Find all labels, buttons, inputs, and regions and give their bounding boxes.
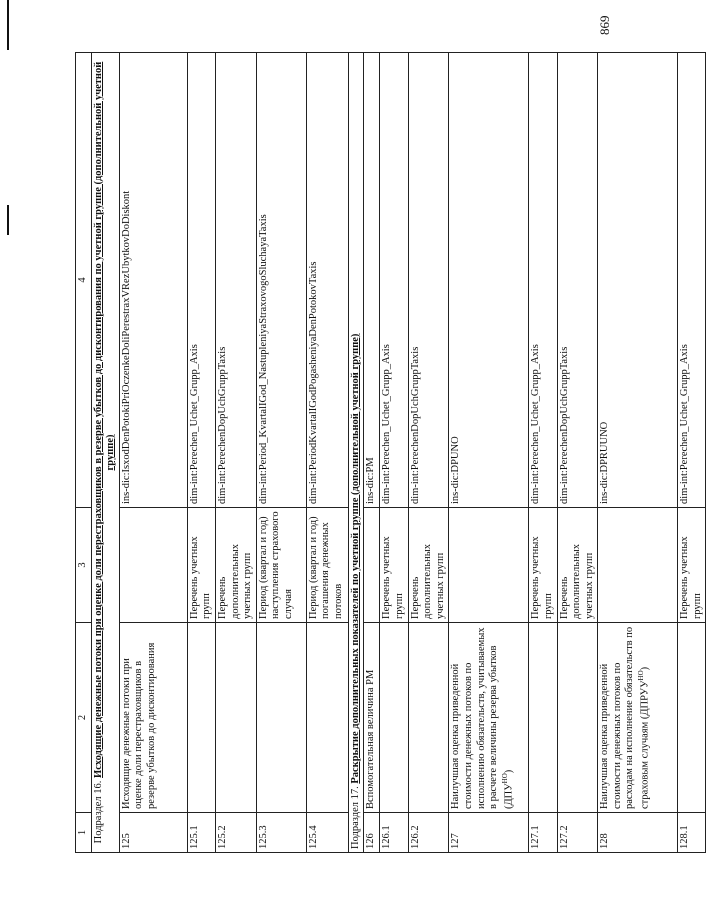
column-header: 2 [76,623,92,813]
scan-edge-mark-top [7,0,9,50]
cell-code: ins-dic:DPUNO [449,53,529,508]
cell-dim: Перечень учетных групп [529,508,557,623]
column-header: 1 [76,813,92,853]
scan-edge-mark-middle [7,205,9,235]
cell-code: dim-int:Perechen_Uchet_Grupp_Axis [380,53,408,508]
cell-num: 125.4 [306,813,348,853]
cell-dim: Перечень дополнительных учетных групп [557,508,598,623]
cell-name: Вспомогательная величина РМ [364,623,380,813]
cell-dim: Перечень учетных групп [380,508,408,623]
table-row [256,53,306,853]
cell-code: dim-int:Perechen_Uchet_Grupp_Axis [187,53,215,508]
cell-code: dim-int:PerechenDopUchGruppTaxis [215,53,256,508]
cell-code: dim-int:PerechenDopUchGruppTaxis [557,53,598,508]
cell-code: dim-int:Perechen_Uchet_Grupp_Axis [529,53,557,508]
cell-code: ins-dic:IsxodDenPotokiPriOczenkeDoliPerestraxVRezUbytkovDoDiskont [119,53,187,508]
indicator-name-tail: ) [503,769,515,774]
cell-code: ins-dic:PM [364,53,380,508]
indicator-name-tail: ) [639,666,651,671]
table-row [598,53,678,853]
cell-num: 126.2 [408,813,449,853]
cell-name [187,623,215,813]
section-16-header [91,53,119,853]
cell-num: 128.1 [678,813,706,853]
cell-name [380,623,408,813]
column-header: 4 [76,53,92,508]
cell-name [256,623,306,813]
table-row [380,53,408,853]
cell-code: ins-dic:DPRUUNO [598,53,678,508]
section-16-rows [119,53,348,853]
cell-num: 125.3 [256,813,306,853]
table-row [449,53,529,853]
cell-code: dim-int:Period_KvartalIGod_NastupleniyaStraxovogoSluchayaTaxis [256,53,306,508]
column-header-row [76,53,92,853]
table-row [408,53,449,853]
cell-dim: Перечень дополнительных учетных групп [408,508,449,623]
column-header: 3 [76,508,92,623]
section-16-title: Исходящие денежные потоки при оценке доли перестраховщиков в резерве убытков до дисконтирования по учетной группе (дополнительной учетной группе) [92,61,117,778]
section-17-title: Раскрытие дополнительных показателей по учетной группе (дополнительной учетной группе) [349,333,361,784]
cell-dim: Период (квартал и год) погашения денежных потоков [306,508,348,623]
cell-dim: Перечень учетных групп [187,508,215,623]
table-row [678,53,706,853]
cell-dim [119,508,187,623]
indicator-superscript: НО [637,670,646,681]
cell-dim [449,508,529,623]
table-row [557,53,598,853]
indicator-name: Наилучшая оценка приведенной стоимости денежных потоков по расходам на исполнение обязательств по страховым случаям (ДПРУУ [599,626,651,809]
table-row [187,53,215,853]
cell-name: Исходящие денежные потоки при оценке доли перестраховщиков в резерве убытков до дисконтирования [119,623,187,813]
rotated-table-container [75,53,703,853]
cell-num: 127.2 [557,813,598,853]
cell-num: 125.2 [215,813,256,853]
table-row [215,53,256,853]
table-row [364,53,380,853]
cell-num: 128 [598,813,678,853]
cell-name [215,623,256,813]
cell-code: dim-int:Perechen_Uchet_Grupp_Axis [678,53,706,508]
section-17-prefix: Подраздел 17. [349,786,361,849]
regulation-table [75,52,706,853]
indicator-name: Наилучшая оценка приведенной стоимости денежных потоков по исполнению обязательств, учитываемых в расчете величины резерва убытков (ДПУ [450,627,515,809]
cell-dim [598,508,678,623]
cell-name [678,623,706,813]
section-17-header [348,53,364,853]
cell-num: 125 [119,813,187,853]
cell-dim: Период (квартал и год) наступления страхового случая [256,508,306,623]
table-row [529,53,557,853]
cell-num: 126 [364,813,380,853]
section-16-title-cell [91,53,119,853]
cell-code: dim-int:PerechenDopUchGruppTaxis [408,53,449,508]
cell-name [306,623,348,813]
cell-name [449,623,529,813]
cell-name [529,623,557,813]
cell-dim: Перечень учетных групп [678,508,706,623]
cell-name [598,623,678,813]
section-17-title-cell [348,53,364,853]
cell-code: dim-int:PeriodKvartalIGodPogasheniyaDenPotokovTaxis [306,53,348,508]
table-row [119,53,187,853]
table-row [306,53,348,853]
section-17-rows [364,53,706,853]
cell-num: 127.1 [529,813,557,853]
cell-dim: Перечень дополнительных учетных групп [215,508,256,623]
cell-name [408,623,449,813]
cell-num: 126.1 [380,813,408,853]
cell-num: 127 [449,813,529,853]
section-16-prefix: Подраздел 16. [92,780,104,844]
indicator-superscript: НО [500,773,509,784]
cell-num: 125.1 [187,813,215,853]
page-number: 869 [597,15,612,35]
cell-dim [364,508,380,623]
cell-name [557,623,598,813]
